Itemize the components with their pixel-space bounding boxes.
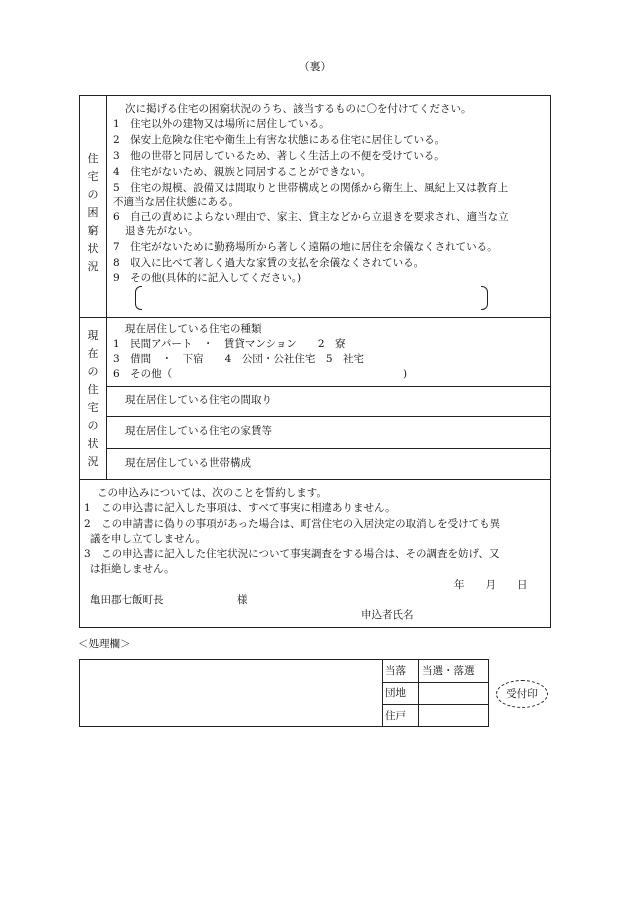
proc-label-complex: 団地	[385, 687, 406, 699]
difficulty-item: 5 住宅の規模、設備又は間取りと世帯構成との関係から衛生上、風紀上又は教育上	[113, 182, 509, 194]
pledge-line-cont: は拒絶しません。	[90, 563, 175, 575]
section-divider	[80, 479, 550, 480]
housing-type-title: 現在居住している住宅の種類	[125, 323, 262, 335]
row-divider	[106, 448, 550, 449]
other-bracket-left	[135, 286, 142, 310]
proc-divider	[382, 660, 383, 726]
housing-type-options[interactable]: 1 民間アパート ・ 賃貸マンション 2 寮	[113, 338, 346, 350]
application-form-back	[79, 95, 551, 628]
other-bracket-right	[481, 286, 488, 310]
reception-stamp: 受付印	[496, 680, 548, 708]
proc-label-unit: 住戸	[385, 710, 406, 722]
applicant-name-label: 申込者氏名	[361, 609, 414, 621]
difficulty-item: 2 保安上危険な住宅や衛生上有害な状態にある住宅に居住している。	[113, 134, 446, 146]
pledge-line: 1 この申込書に記入した事項は、すべて事実に相違ありません。	[84, 502, 396, 514]
row-divider	[106, 416, 550, 417]
difficulty-item-cont: 退き先がない。	[125, 225, 199, 237]
housing-difficulty-label: 住 宅 の 困 窮 状 況	[87, 152, 99, 273]
addressee-honorific: 様	[237, 594, 248, 606]
difficulty-item: 4 住宅がないため、親族と同居することができない。	[113, 166, 372, 178]
pledge-intro: この申込みについては、次のことを誓約します。	[97, 487, 327, 499]
difficulty-item: 8 収入に比べて著しく過大な家賃の支払を余儀なくされている。	[113, 257, 425, 269]
housing-type-other[interactable]: 6 その他（	[113, 368, 173, 380]
proc-label-result: 当落	[385, 665, 406, 677]
difficulty-item: 6 自己の責めによらない理由で、家主、貸主などから立退きを要求され、適当な立	[113, 211, 509, 223]
room-layout-label: 現在居住している住宅の間取り	[125, 394, 272, 406]
difficulty-intro: 次に掲げる住宅の困窮状況のうち、該当するものに〇を付けてください。	[125, 103, 472, 115]
proc-row-divider	[382, 704, 488, 705]
processing-title: ＜処理欄＞	[78, 638, 131, 650]
difficulty-item-cont: 不適当な居住状態にある。	[113, 196, 239, 208]
housing-type-options[interactable]: 3 借間 ・ 下宿 4 公団・公社住宅 5 社宅	[113, 353, 365, 365]
household-label: 現在居住している世帯構成	[125, 457, 251, 469]
difficulty-item: 1 住宅以外の建物又は場所に居住している。	[113, 118, 330, 130]
processing-box	[79, 659, 489, 727]
pledge-line: 3 この申込書に記入した住宅状況について事実調査をする場合は、その調査を妨げ、又	[84, 548, 500, 560]
page-title: （裏）	[298, 60, 332, 73]
pledge-line-cont: 議を申し立てしません。	[90, 533, 207, 545]
label-column-divider	[106, 96, 107, 479]
pledge-line: 2 この申請書に偽りの事項があった場合は、町営住宅の入居決定の取消しを受けても異	[84, 518, 501, 530]
difficulty-item: 9 その他(具体的に記入してください。)	[113, 272, 302, 284]
addressee: 亀田郡七飯町長	[90, 594, 164, 606]
difficulty-item: 3 他の世帯と同居しているため、著しく生活上の不便を受けている。	[113, 150, 445, 162]
proc-row-divider	[382, 682, 488, 683]
housing-type-other-close: )	[403, 368, 408, 380]
proc-divider	[418, 660, 419, 726]
proc-value-result: 当選・落選	[422, 665, 475, 677]
section-divider	[80, 317, 550, 318]
difficulty-item: 7 住宅がないために勤務場所から著しく遠隔の地に居住を余儀なくされている。	[113, 241, 498, 253]
rent-label: 現在居住している住宅の家賃等	[125, 425, 272, 437]
other-details-field[interactable]	[142, 286, 482, 310]
current-housing-label: 現 在 の 住 宅 の 状 況	[87, 329, 99, 468]
row-divider	[106, 386, 550, 387]
date-field[interactable]: 年 月 日	[454, 579, 528, 591]
